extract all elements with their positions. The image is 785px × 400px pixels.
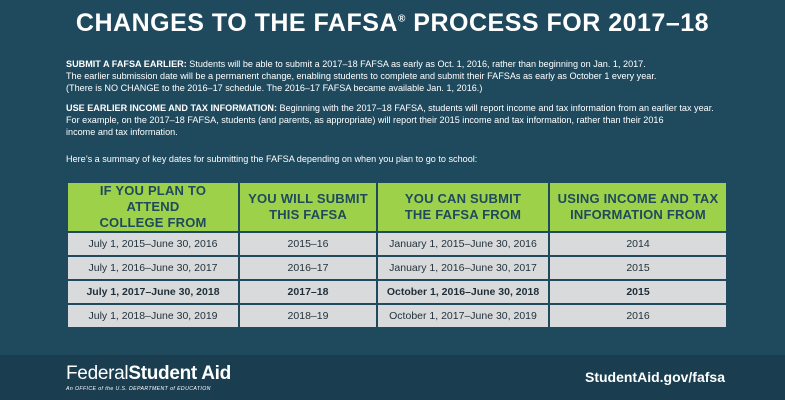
attend-cell: July 1, 2015–June 30, 2016 (68, 233, 238, 255)
income-year-cell: 2016 (550, 305, 726, 327)
table-row (68, 257, 726, 279)
header-attend-college: IF YOU PLAN TO ATTEND COLLEGE FROM (68, 183, 238, 231)
attend-cell: July 1, 2016–June 30, 2017 (68, 257, 238, 279)
income-year-cell: 2015 (550, 257, 726, 279)
submit-from-cell: October 1, 2016–June 30, 2018 (378, 281, 548, 303)
summary-intro: Here’s a summary of key dates for submitting the FAFSA depending on when you plan to go to school: (66, 154, 478, 164)
submit-earlier-line3: (There is NO CHANGE to the 2016–17 schedule. The 2016–17 FAFSA became available Jan. 1, 2016.) (66, 83, 483, 94)
submit-from-cell: January 1, 2015–June 30, 2016 (378, 233, 548, 255)
header-income-tax: USING INCOME AND TAX INFORMATION FROM (550, 183, 726, 231)
earlier-income-line3: income and tax information. (66, 127, 178, 138)
attend-cell: July 1, 2017–June 30, 2018 (68, 281, 238, 303)
website-link[interactable]: StudentAid.gov/fafsa (584, 369, 725, 385)
table-row (68, 233, 726, 255)
submit-from-cell: October 1, 2017–June 30, 2019 (378, 305, 548, 327)
federal-student-aid-logo (66, 364, 231, 392)
earlier-income-line2: For example, on the 2017–18 FAFSA, students (and parents, as appropriate) will report their 2015 income and tax information, rather than their 2016 (66, 115, 664, 126)
submit-from-cell: January 1, 2016–June 30, 2017 (378, 257, 548, 279)
table-row (68, 305, 726, 327)
submit-earlier-text: Students will be able to submit a 2017–18 FAFSA as early as Oct. 1, 2016, rather than beginning on Jan. 1, 2017. (186, 59, 646, 69)
attend-cell: July 1, 2018–June 30, 2019 (68, 305, 238, 327)
header-submit-from: YOU CAN SUBMIT THE FAFSA FROM (378, 183, 548, 231)
logo-subtitle: An OFFICE of the U.S. DEPARTMENT of EDUCATION (66, 386, 211, 392)
earlier-income-text: Beginning with the 2017–18 FAFSA, students will report income and tax information from an earlier tax year. (277, 103, 714, 113)
fafsa-cell: 2018–19 (240, 305, 376, 327)
earlier-income-paragraph (66, 102, 746, 139)
header-submit-fafsa: YOU WILL SUBMIT THIS FAFSA (240, 183, 376, 231)
earlier-income-heading: USE EARLIER INCOME AND TAX INFORMATION: (66, 103, 278, 113)
income-year-cell: 2015 (550, 281, 726, 303)
footer-bar (0, 355, 785, 400)
table-row-highlighted (68, 281, 726, 303)
submit-earlier-line2: The earlier submission date will be a permanent change, enabling students to complete and submit their FAFSAs as early as October 1 every year. (66, 71, 657, 82)
key-dates-table (66, 181, 728, 329)
title-suffix: PROCESS FOR 2017–18 (405, 9, 710, 37)
submit-earlier-heading: SUBMIT A FAFSA EARLIER: (66, 59, 187, 69)
logo-student-aid: Student Aid (128, 363, 231, 384)
income-year-cell: 2014 (550, 233, 726, 255)
fafsa-cell: 2015–16 (240, 233, 376, 255)
logo-federal: Federal (66, 363, 129, 384)
fafsa-cell: 2017–18 (240, 281, 376, 303)
registered-mark: ® (397, 13, 406, 25)
table-header-row (68, 183, 726, 231)
submit-earlier-paragraph (66, 58, 746, 95)
page-title (0, 9, 785, 38)
fafsa-cell: 2016–17 (240, 257, 376, 279)
title-prefix: CHANGES TO THE FAFSA (75, 9, 398, 37)
